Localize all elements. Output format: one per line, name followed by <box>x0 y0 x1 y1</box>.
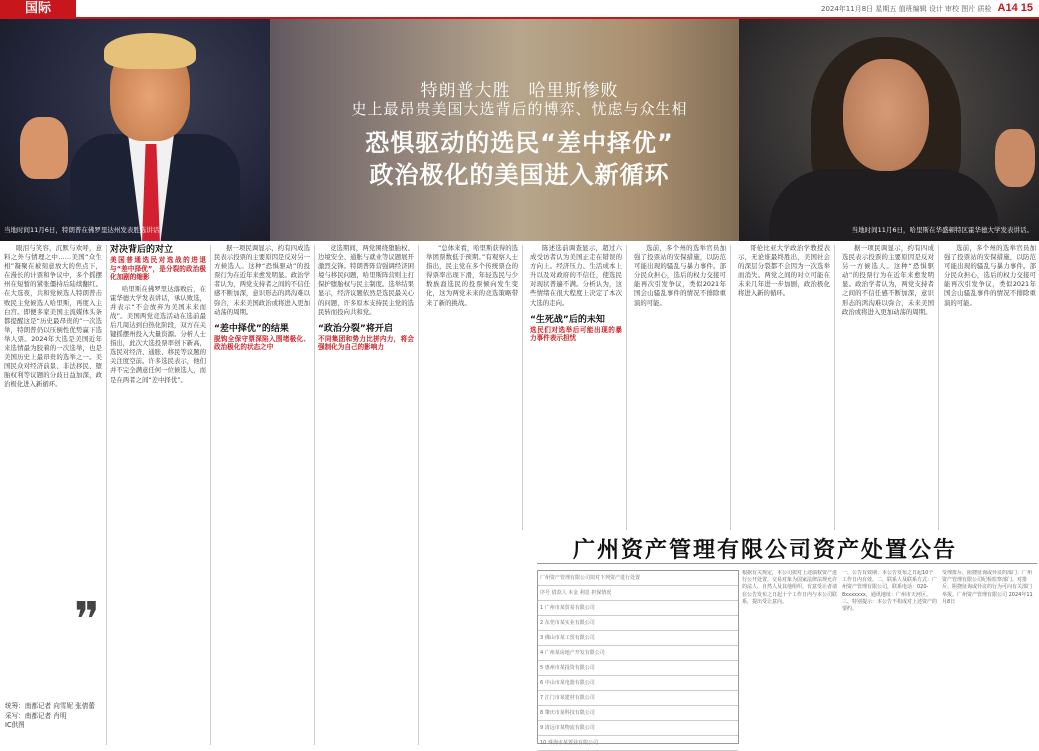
notice-rule <box>537 563 1037 564</box>
subhead: “差中择优”的结果 <box>214 323 289 334</box>
headline-line-1: 恐惧驱动的选民“差中择优” <box>365 129 674 157</box>
kicker-2: 史上最昂贵美国大选背后的博弈、忧虑与众生相 <box>351 100 688 118</box>
table-row: 序号 借款人 本金 利息 担保情况 <box>538 586 738 601</box>
table-row: 8 肇庆市某科技有限公司 <box>538 706 738 721</box>
article-column-4 <box>318 244 414 744</box>
article-text: “总体来看，哈里斯获得的选举团票数低于预期。”有观察人士指出，民主党在多个传统票仓的得票率出现下滑，年轻选民与少数族裔选民的投票倾向发生变化，这为两党未来的竞选策略带来了新的挑战。 <box>426 244 518 307</box>
article-text: 陈述选前调查显示，超过六成受访者认为美国正走在错误的方向上。经济压力、生活成本上升以及对政府的不信任，使选民对现状普遍不满。分析认为，这些情绪在很大程度上决定了本次大选的走向。 <box>530 244 622 307</box>
table-row: 3 佛山市某工贸有限公司 <box>538 631 738 646</box>
article-text: 据一项民调显示，约有四成选民表示投票的主要原因是反对另一方候选人。这种“恐惧驱动”的投票行为在近年来愈发明显。政治学者认为，两党支持者之间的不信任感不断加深，意识形态的鸿沟难以弥合，未来美国政治或将进入更加动荡的周期。 <box>214 244 310 316</box>
trump-hair <box>104 33 196 69</box>
article-column-7 <box>634 244 726 528</box>
subhead-summary: 脱钩全保守票深陷入围堵极化、政治极化的状态之中 <box>214 334 310 352</box>
article-text: 选前，多个州的选举官员加强了投票站的安保措施，以防范可能出现的骚乱与暴力事件。部分民众担心，选后的权力交接可能再次引发争议，类似2021年国会山骚乱事件的情况不排除重演的可能。 <box>944 244 1036 307</box>
column-divider <box>834 245 835 530</box>
table-row: 2 东莞市某实业有限公司 <box>538 616 738 631</box>
table-row: 9 清远市某物流有限公司 <box>538 721 738 736</box>
column-divider <box>314 245 315 745</box>
page-number: A14 15 <box>997 2 1033 14</box>
notice-title: 广州资产管理有限公司资产处置公告 <box>572 537 957 563</box>
masthead-info <box>821 2 1033 14</box>
article-text: 眼泪与笑容，沉默与欢呼，意料之外与情理之中……美国“众生相”凝聚在被刻意放大的焦点下，在漫长的计票和争议中，多个摇摆州在短暂的紧张僵持后陆续翻红。在大选夜，共和党候选人特朗普击败民主党候选人哈里斯，再度入主白宫。即便多家美国主流媒体头条都提醒这是“历史最昂贵的”一次选举，特朗普仍以压倒性优势赢下选举人票。2024年大选是美国近年来选情最为胶着的一次选举，也是美国历史上最昂贵的选举之一。美国民众对经济前景、非法移民、堕胎权利等议题的分歧日益加深，政治极化进入新循环。 <box>4 244 102 389</box>
table-row: 1 广州市某贸易有限公司 <box>538 601 738 616</box>
article-column-5 <box>426 244 518 528</box>
notice-table <box>537 570 739 744</box>
byline <box>5 702 95 731</box>
headline-line-2: 政治极化的美国进入新循环 <box>369 161 670 189</box>
article-column-2 <box>110 244 206 744</box>
article-column-3 <box>214 244 310 744</box>
article-text: 选前，多个州的选举官员加强了投票站的安保措施，以防范可能出现的骚乱与暴力事件。部分民众担心，选后的权力交接可能再次引发争议，类似2021年国会山骚乱事件的情况不排除重演的可能。 <box>634 244 726 307</box>
subhead: “政治分裂”将开启 <box>318 323 393 334</box>
article-text: 据一项民调显示，约有四成选民表示投票的主要原因是反对另一方候选人。这种“恐惧驱动”的投票行为在近年来愈发明显。政治学者认为，两党支持者之间的不信任感不断加深，意识形态的鸿沟难以弥合，未来美国政治或将进入更加动荡的周期。 <box>842 244 934 316</box>
section-tab: 国际 <box>0 0 76 17</box>
notice-text-3: 受理排斥、阻挠征询或异议的部门：广州资产管理有限公司纪检监察部门。对排斥、阻挠征询或异议的行为可向有关部门举报。广州资产管理有限公司 2024年11月8日 <box>942 570 1033 605</box>
article-column-1 <box>4 244 102 596</box>
article-text: 哈里斯在佛罗里达落败后，在霍华德大学发表讲话，承认败选，并表示“不会放弃为美国未来而战”。美国两党竞选活动在选前最后几周达到白热化阶段，双方在关键摇摆州投入大量资源。分析人士指出，此次大选投票率创下新高，选民对经济、通胀、移民等议题的关注度空前。许多选民表示，他们并不完全满意任何一位候选人，而是在两者之间“差中择优”。 <box>110 284 206 384</box>
column-divider <box>938 245 939 530</box>
date-line: 2024年11月8日 星期五 值班编辑 设计 审校 图片 质检 <box>820 5 992 13</box>
page-header <box>0 0 1039 18</box>
column-divider <box>210 245 211 745</box>
subhead: “生死战”后的未知 <box>530 314 605 325</box>
column-divider <box>626 245 627 530</box>
subhead-summary: 美国普通选民对选战的进退与“差中择优”，是分裂的政治极化加剧的缩影 <box>110 256 206 282</box>
table-row: 4 广州某房地产开发有限公司 <box>538 646 738 661</box>
article-column-8 <box>738 244 830 528</box>
article-text: 哥伦比亚大学政治学教授表示，无论谁最终胜出，美国社会的深层分裂都不会因为一次选举而消失。两党之间的对立可能在未来几年进一步加剧，政治极化将进入新的循环。 <box>738 244 830 298</box>
hero-banner <box>0 19 1039 241</box>
quote-mark-icon: ❞ <box>74 592 100 648</box>
column-divider <box>106 245 107 745</box>
byline-writer: 采写：南都记者 肖明 <box>5 711 67 720</box>
caption-left: 当地时间11月6日，特朗普在佛罗里达州发表胜选讲话。 <box>4 226 166 234</box>
subhead: 对决背后的对立 <box>110 245 174 255</box>
table-row: 6 中山市某电器有限公司 <box>538 676 738 691</box>
table-row: 广州资产管理有限公司拟对下列资产进行处置 <box>538 571 738 586</box>
column-divider <box>730 245 731 530</box>
subhead-summary: 选民们对选举后可能出现的暴力事件表示担忧 <box>530 325 622 343</box>
caption-right: 当地时间11月6日，哈里斯在华盛顿特区霍华德大学发表讲话。 <box>851 226 1033 234</box>
article-text: 竞选期间，两党围绕堕胎权、边境安全、通胀与就业等议题展开激烈交锋。特朗普阵营强调经济困境与移民问题，哈里斯阵营则主打保护堕胎权与民主制度。选举结果显示，经济议题依然是选民最关心的问题，许多原本支持民主党的选民转而投向共和党。 <box>318 244 414 316</box>
table-row: 10 珠海市某置业有限公司 <box>538 736 738 751</box>
column-divider <box>418 245 419 745</box>
notice-text-2: 一、公告有效期：本公告发布之日起10个工作日内有效。二、联系人及联系方式：广州资产管理有限公司，联系电话：020-8xxxxxxx，通讯地址：广州市天河区。三、特别提示：本公告不构成对上述资产的要约。 <box>842 570 937 613</box>
article-column-6 <box>530 244 622 528</box>
notice-text-1: 根据有关规定，本公司拟对上述债权资产进行公开处置。交易对象为国家法律法规允许的法人、自然人及其他组织。有意受让者请在公告发布之日起十个工作日内与本公司联系，提出受让意向。 <box>742 570 837 605</box>
subhead-summary: 不同集团和势力比拼内力，将会强制化为自己的影响力 <box>318 334 414 352</box>
kicker-1: 特朗普大胜 哈里斯惨败 <box>420 81 619 101</box>
table-row: 7 江门市某建材有限公司 <box>538 691 738 706</box>
article-column-9 <box>842 244 934 528</box>
table-row: 5 惠州市某投资有限公司 <box>538 661 738 676</box>
column-divider <box>522 245 523 530</box>
article-column-10 <box>944 244 1036 528</box>
byline-editor: 统筹：南都记者 向雪妮 张倩蕾 <box>5 702 95 710</box>
byline-photo: IC供图 <box>5 721 25 729</box>
